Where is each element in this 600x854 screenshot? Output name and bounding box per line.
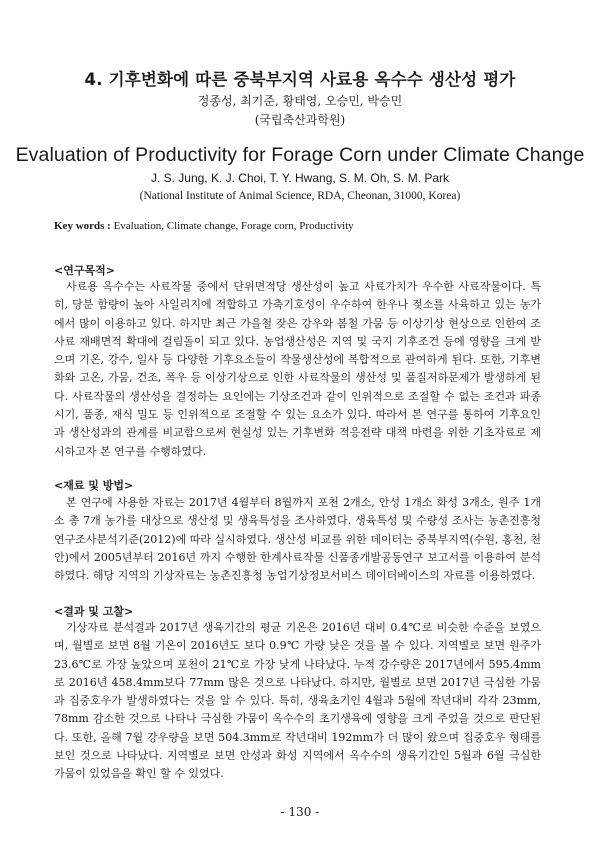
keywords	[54, 220, 554, 232]
english-affiliation: (National Institute of Animal Science, RDA, Cheonan, 31000, Korea)	[139, 190, 461, 202]
keywords-label: Key words :	[54, 220, 111, 232]
section-heading-purpose: <연구목적>	[54, 264, 115, 277]
section-heading-results: <결과 및 고찰>	[54, 605, 134, 618]
korean-affiliation: (국립축산과학원)	[254, 113, 346, 127]
section-body-purpose: 사료용 옥수수는 사료작물 중에서 단위면적당 생산성이 높고 사료가치가 우수한 사료작물이다. 특히, 당분 함량이 높아 사일리지에 적합하고 가축기호성이 우수하여 한우나 젖소를 사육하고 있는 농가에서 많이 이용하고 있다. 하지만 최근 가을철 잦은 강우와 봄철 가뭄 등 이상기상 현상으로 인한여 조사료 재배면적 확대에 걸림돌이 되고 있다. 농업생산성은 지역 및 국지 기후조건 등에 영향을 크게 받으며 기온, 강수, 일사 등 다양한 기후요소들이 작물생산성에 복합적으로 관여하게 된다. 또한, 기후변화와 고온, 가뭄, 건조, 폭우 등 이상기상으로 인한 사료작물의 생산성 및 품질저하문제가 발생하게 된다. 사료작물의 생산성을 결정하는 요인에는 기상조건과 같이 인위적으로 조절할 수 없는 조건과 파종시기, 품종, 재식 밀도 등 인위적으로 조절할 수 있는 요소가 있다. 따라서 본 연구를 통하여 기후요인과 생산성과의 관계를 비교함으로써 현실성 있는 기후변화 적응전략 대책 마련을 위한 기초자료로 제시하고자 본 연구를 수행하였다.	[54, 280, 541, 458]
section-body-methods: 본 연구에 사용한 자료는 2017년 4월부터 8월까지 포천 2개소, 안성 1개소 화성 3개소, 원주 1개소 총 7개 농가를 대상으로 생산성 및 생육특성을 조사하였다. 생육특성 및 수량성 조사는 농촌진흥청 연구조사분석기준(2012)에 따라 실시하였다. 생산성 비교를 위한 데이터는 중북부지역(수원, 홍천, 천안)에서 2005년부터 2016년 까지 수행한 한계사료작물 신품종개발공동연구 보고서를 이용하여 분석하였다. 해당 지역의 기상자료는 농촌진흥청 농업기상정보서비스 데이터베이스의 자료를 이용하였다.	[54, 496, 541, 583]
keywords-text: Evaluation, Climate change, Forage corn, Productivity	[113, 220, 354, 232]
section-body-results: 기상자료 분석결과 2017년 생육기간의 평균 기온은 2016년 대비 0.4℃로 비슷한 수준을 보였으며, 월별로 보면 8월 기온이 2016년도 보다 0.9℃ 가량 낮은 것을 볼 수 있다. 지역별로 보면 원주가 23.6℃로 가장 높았으며 포천이 21℃로 가장 낮게 나타났다. 누적 강수량은 2017년에서 595.4mm로 2016년 458.4mm보다 77mm 많은 것으로 나타났다. 하지만, 월별로 보면 2017년 극심한 가뭄과 집중호우가 발생하였다는 것을 알 수 있다. 특히, 생육초기인 4월과 5월에 작년대비 각각 23mm, 78mm 감소한 것으로 나타나 극심한 가뭄이 옥수수의 초기생육에 영향을 크게 주었을 것으로 판단된다. 또한, 올해 7월 강우량을 보면 504.3mm로 작년대비 192mm가 더 많이 왔으며 집중호우 형태를 보인 것으로 나타났다. 지역별로 보면 안성과 화성 지역에서 옥수수의 생육기간인 5월과 6월 극심한 가뭄이 있었음을 확인 할 수 있었다.	[54, 621, 541, 781]
english-authors: J. S. Jung, K. J. Choi, T. Y. Hwang, S. M. Oh, S. M. Park	[150, 171, 450, 185]
korean-title: 4. 기후변화에 따른 중북부지역 사료용 옥수수 생산성 평가	[84, 70, 516, 89]
section-heading-methods: <재료 및 방법>	[54, 479, 134, 492]
english-title: Evaluation of Productivity for Forage Corn under Climate Change	[15, 144, 585, 166]
korean-authors: 정종성, 최기준, 황태영, 오승민, 박승민	[197, 94, 403, 108]
page-number: - 130 -	[280, 805, 320, 819]
